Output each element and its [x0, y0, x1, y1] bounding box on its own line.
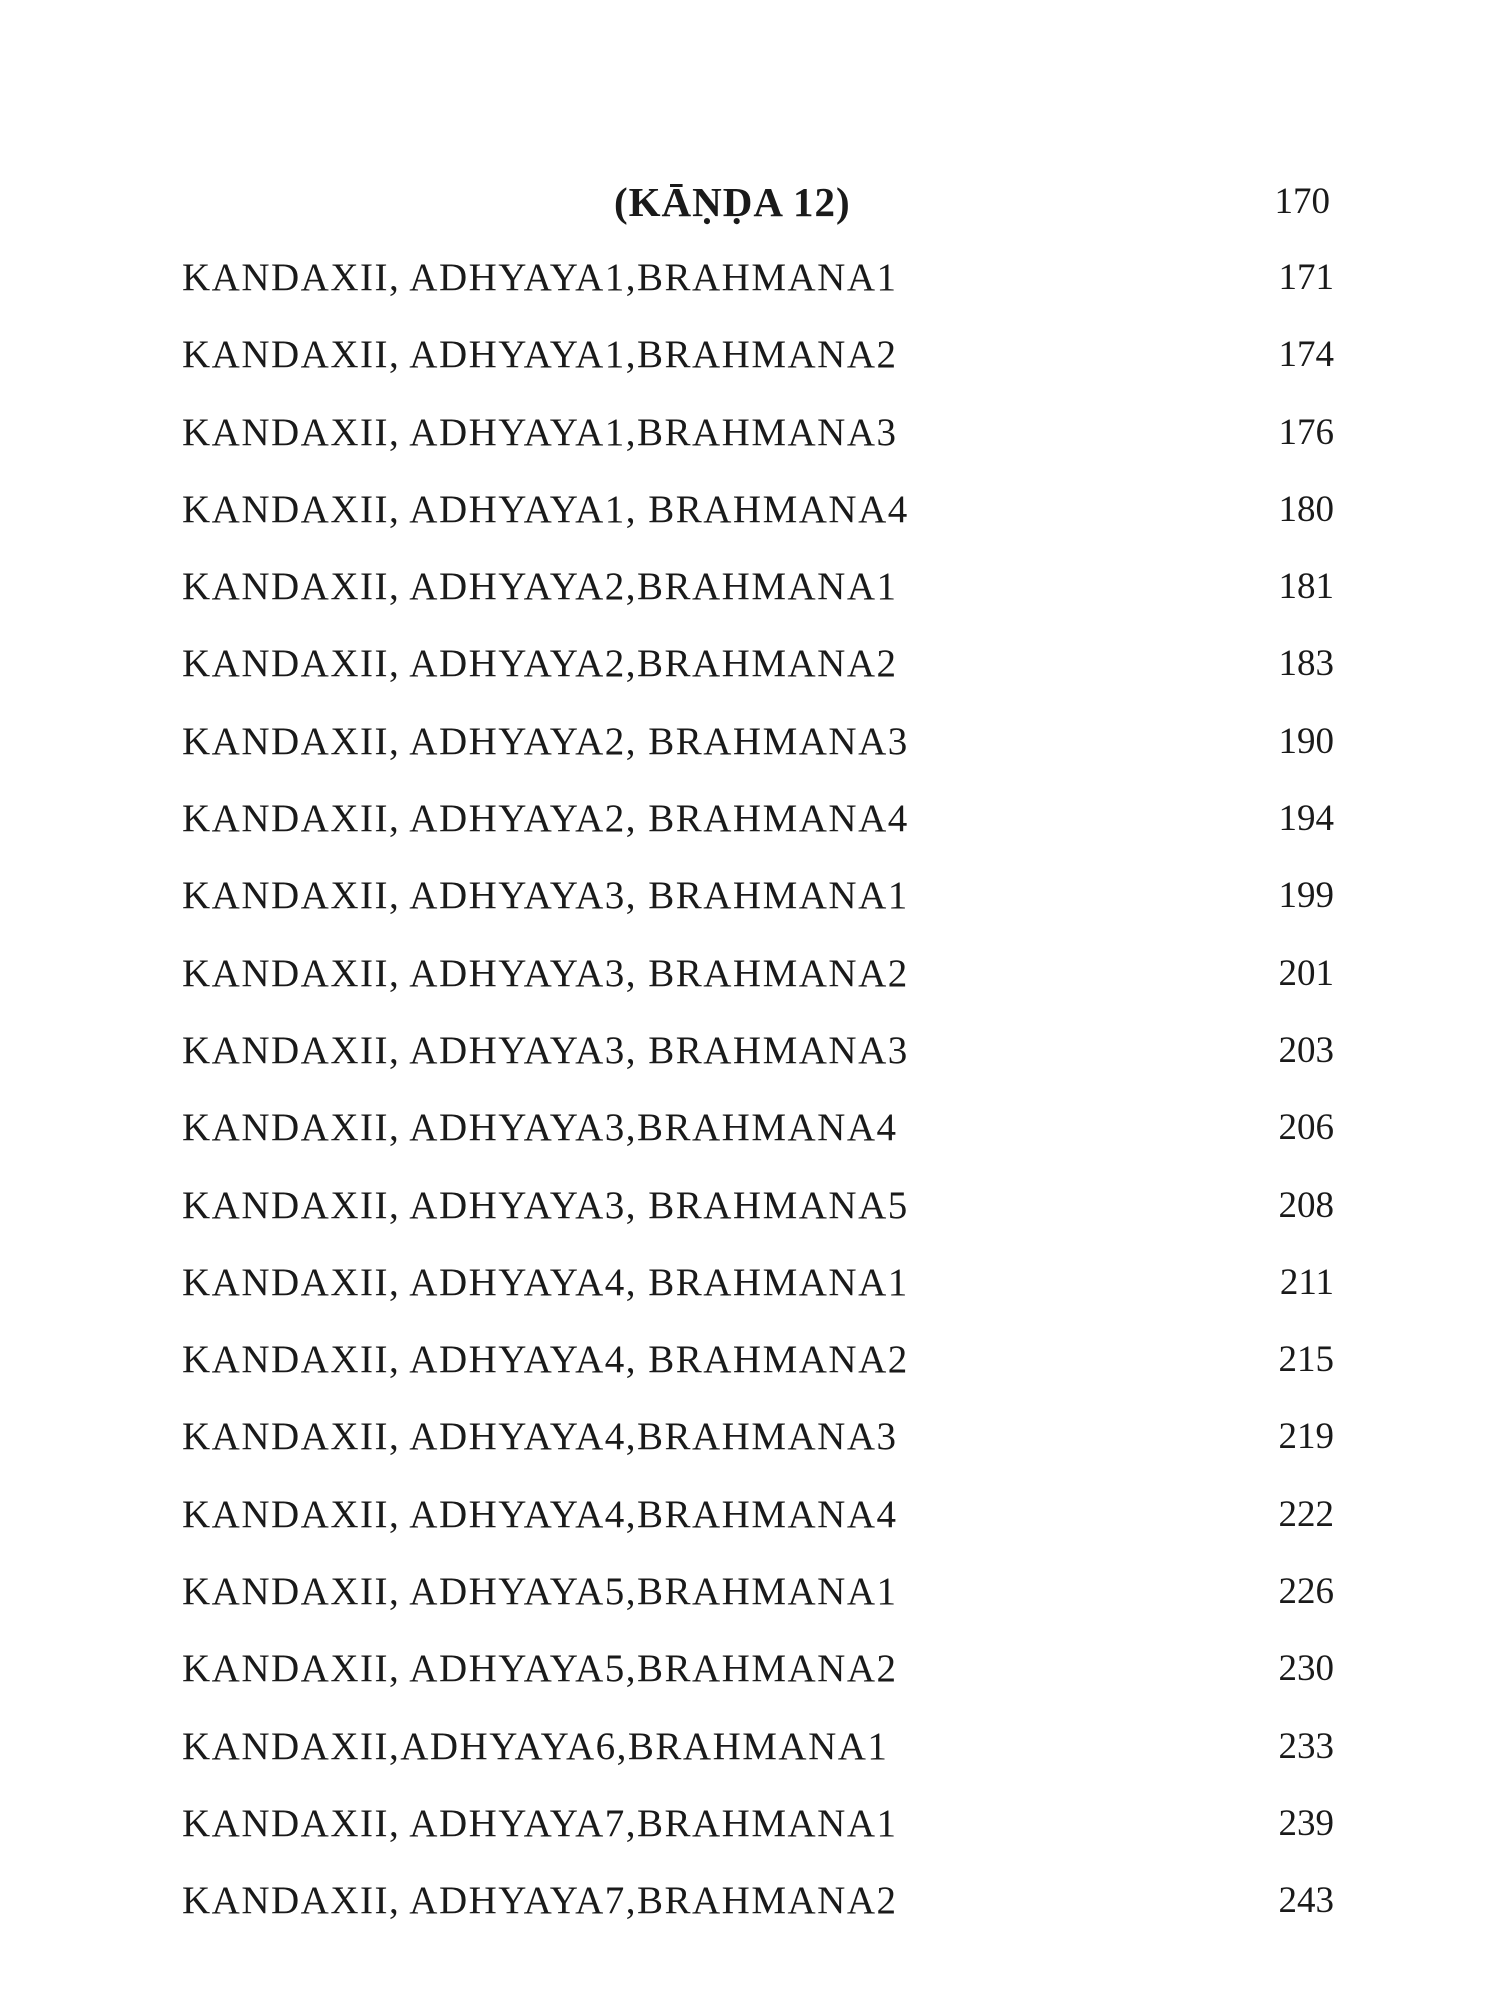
toc-entry-title: KANDAXII, ADHYAYA7,BRAHMANA2 [182, 1879, 898, 1923]
toc-entry-title: KANDAXII, ADHYAYA2, BRAHMANA3 [182, 719, 909, 763]
toc-entry-page-number: 181 [1278, 566, 1334, 608]
toc-entry-page-number: 176 [1278, 411, 1334, 453]
toc-entry-title: KANDAXII, ADHYAYA4, BRAHMANA1 [182, 1260, 909, 1304]
toc-entry-page-number: 199 [1278, 875, 1334, 917]
section-heading-row [0, 172, 1500, 232]
toc-entry-page-number: 206 [1278, 1107, 1334, 1149]
toc-entry [0, 1717, 1500, 1794]
toc-entry-title: KANDAXII, ADHYAYA3, BRAHMANA5 [182, 1183, 909, 1227]
toc-entry [0, 866, 1500, 943]
toc-entry-title: KANDAXII, ADHYAYA1,BRAHMANA2 [182, 333, 898, 377]
toc-entry-page-number: 233 [1278, 1725, 1334, 1767]
toc-entry-page-number: 190 [1278, 720, 1334, 762]
toc-entry-title: KANDAXII, ADHYAYA1, BRAHMANA4 [182, 487, 909, 531]
toc-entry-title: KANDAXII, ADHYAYA4, BRAHMANA2 [182, 1338, 909, 1382]
toc-entry-title: KANDAXII, ADHYAYA7,BRAHMANA1 [182, 1801, 898, 1845]
toc-entry [0, 1253, 1500, 1330]
toc-entry [0, 557, 1500, 634]
toc-entry [0, 1176, 1500, 1253]
toc-entry-page-number: 243 [1278, 1880, 1334, 1922]
toc-entry [0, 1330, 1500, 1407]
toc-entry-page-number: 183 [1278, 643, 1334, 685]
toc-entry [0, 248, 1500, 325]
toc-entry-title: KANDAXII, ADHYAYA4,BRAHMANA4 [182, 1492, 898, 1536]
toc-entry-title: KANDAXII, ADHYAYA2,BRAHMANA2 [182, 642, 898, 686]
toc-entry-title: KANDAXII, ADHYAYA3, BRAHMANA1 [182, 874, 909, 918]
toc-entry-title: KANDAXII, ADHYAYA4,BRAHMANA3 [182, 1415, 898, 1459]
toc-entry [0, 1871, 1500, 1948]
toc-entry [0, 1485, 1500, 1562]
toc-entry-page-number: 239 [1278, 1802, 1334, 1844]
toc-entry-page-number: 194 [1278, 798, 1334, 840]
toc-entry [0, 634, 1500, 711]
toc-entry-page-number: 215 [1278, 1339, 1334, 1381]
toc-entry-page-number: 171 [1278, 257, 1334, 298]
toc-entry [0, 944, 1500, 1021]
section-heading-page-number: 170 [1274, 181, 1330, 222]
section-heading-title: (KĀṆḌA 12) [614, 179, 851, 225]
toc-entry-page-number: 201 [1278, 952, 1334, 994]
toc-entry [0, 480, 1500, 557]
toc-entry-page-number: 219 [1278, 1416, 1334, 1458]
toc-entry-title: KANDAXII, ADHYAYA3, BRAHMANA3 [182, 1028, 909, 1072]
toc-entry [0, 325, 1500, 402]
toc-entry [0, 712, 1500, 789]
toc-entry-title: KANDAXII, ADHYAYA1,BRAHMANA3 [182, 410, 898, 454]
toc-entry-title: KANDAXII, ADHYAYA2, BRAHMANA4 [182, 797, 909, 841]
toc-entry [0, 1021, 1500, 1098]
toc-entry-page-number: 230 [1278, 1648, 1334, 1690]
toc-entry-page-number: 174 [1278, 334, 1334, 376]
toc-entry [0, 1407, 1500, 1484]
toc-entry-page-number: 203 [1278, 1029, 1334, 1071]
toc-entry-title: KANDAXII, ADHYAYA1,BRAHMANA1 [182, 256, 898, 299]
toc-entry-page-number: 226 [1278, 1571, 1334, 1613]
toc-entry [0, 403, 1500, 480]
toc-entry-title: KANDAXII, ADHYAYA3,BRAHMANA4 [182, 1106, 898, 1150]
toc-entry [0, 1562, 1500, 1639]
toc-entry-title: KANDAXII, ADHYAYA5,BRAHMANA1 [182, 1570, 898, 1614]
toc-entry-title: KANDAXII, ADHYAYA5,BRAHMANA2 [182, 1647, 898, 1691]
toc-entry-page-number: 222 [1278, 1493, 1334, 1535]
toc-entry [0, 1639, 1500, 1716]
toc-entry [0, 1098, 1500, 1175]
toc-entry-page-number: 208 [1278, 1184, 1334, 1226]
toc-entry-page-number: 211 [1279, 1261, 1334, 1303]
toc-entry [0, 1794, 1500, 1871]
toc-entry-title: KANDAXII,ADHYAYA6,BRAHMANA1 [182, 1724, 889, 1768]
toc-list [0, 248, 1500, 1949]
toc-entry [0, 789, 1500, 866]
toc-entry-title: KANDAXII, ADHYAYA2,BRAHMANA1 [182, 565, 898, 609]
toc-entry-page-number: 180 [1278, 488, 1334, 530]
toc-entry-title: KANDAXII, ADHYAYA3, BRAHMANA2 [182, 951, 909, 995]
